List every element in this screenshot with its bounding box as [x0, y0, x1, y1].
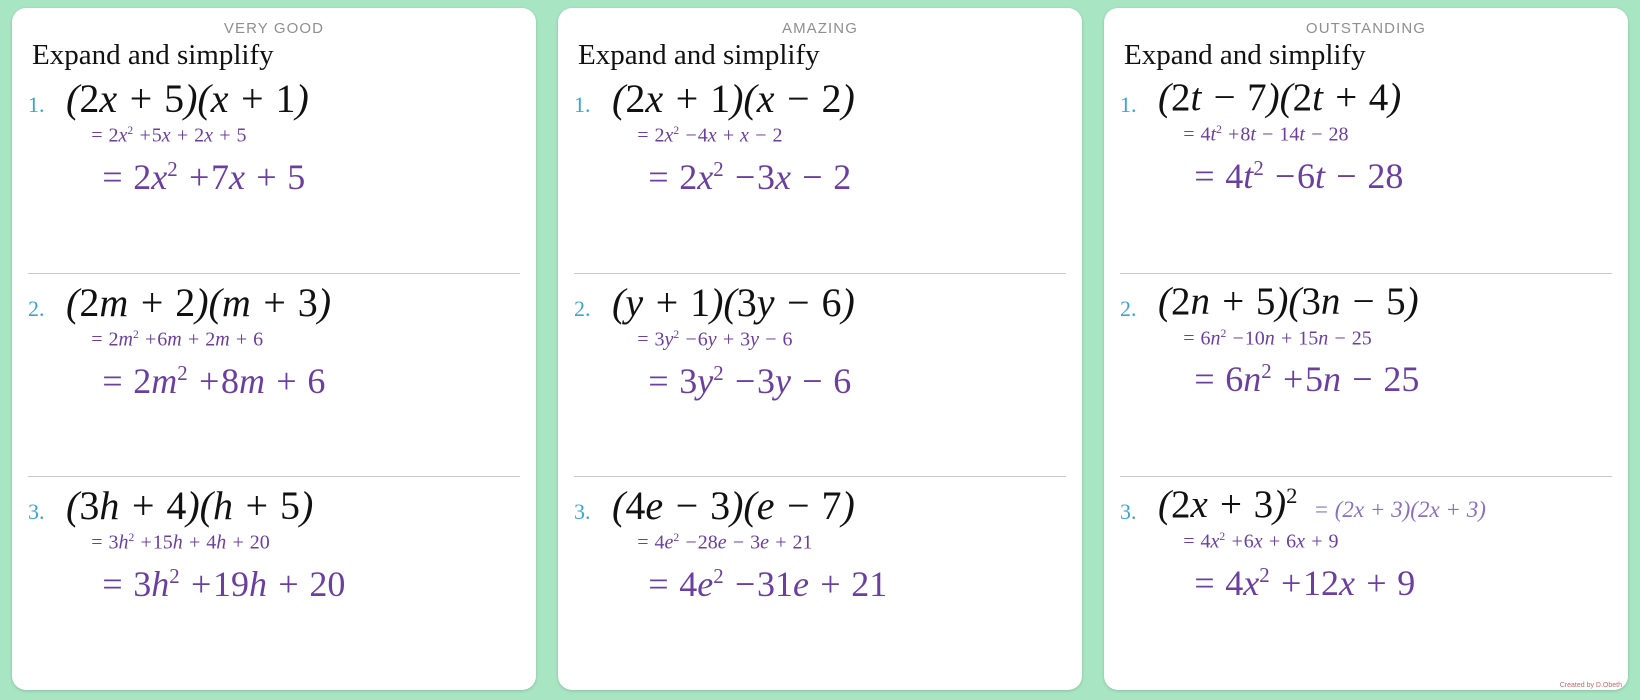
card-outstanding: [1104, 8, 1628, 690]
card-title: Expand and simplify: [32, 39, 274, 71]
card-title: Expand and simplify: [578, 39, 820, 71]
question-number: 3.: [574, 499, 591, 525]
question-number: 2.: [574, 295, 591, 321]
question-header: [28, 280, 520, 326]
question-item: [1120, 476, 1612, 680]
question-working: = $2m^2 +6m + 2m + 6$: [90, 327, 264, 351]
question-working: = $6n^2 -10n + 15n - 25$: [1182, 326, 1372, 350]
question-working: = $3h^2 +15h + 4h + 20$: [90, 531, 270, 555]
question-expression: (2t − 7)(2t + 4): [1158, 76, 1402, 120]
question-expression: $(2x + 3)^2$: [1158, 483, 1298, 527]
card-title: Expand and simplify: [1124, 39, 1366, 71]
question-working: = $4x^2 +6x + 6x + 9$: [1182, 530, 1339, 553]
question-item: [574, 70, 1066, 273]
question-number: 2.: [28, 295, 45, 321]
question-number: 2.: [1120, 295, 1137, 321]
question-list: [28, 70, 520, 680]
question-header: [28, 483, 520, 529]
card-badge: OUTSTANDING: [1305, 20, 1427, 37]
card-badge: VERY GOOD: [223, 20, 325, 37]
credit-text: Created by D.Obeth: [1559, 682, 1622, 689]
question-rewrite: = (2x + 3)(2x + 3): [1313, 497, 1486, 523]
question-answer: = $6n^2 +5n - 25$: [1192, 359, 1420, 400]
question-number: 3.: [1120, 499, 1137, 525]
card-very-good: [12, 8, 536, 690]
question-header: [1120, 483, 1612, 528]
question-header: [1120, 76, 1612, 121]
question-working: = $3y^2 -6y + 3y - 6$: [636, 327, 793, 351]
question-answer: = $4x^2 +12x + 9$: [1192, 562, 1416, 603]
question-answer: = $2m^2 +8m + 6$: [100, 360, 326, 401]
question-item: [1120, 70, 1612, 273]
question-item: [574, 476, 1066, 680]
question-header: [574, 76, 1066, 122]
card-amazing: [558, 8, 1082, 690]
question-answer: = $2x^2 +7x + 5$: [100, 157, 306, 198]
question-list: [574, 70, 1066, 680]
question-expression: (y + 1)(3y − 6): [612, 279, 855, 325]
question-working: = $4e^2 -28e - 3e + 21$: [636, 531, 813, 555]
question-working: = $4t^2 +8t - 14t - 28$: [1182, 123, 1349, 146]
question-header: [1120, 280, 1612, 325]
question-answer: = $4e^2 -31e + 21$: [646, 564, 888, 605]
question-number: 3.: [28, 499, 45, 525]
question-expression: (3h + 4)(h + 5): [66, 483, 314, 529]
question-item: [28, 476, 520, 680]
question-item: [1120, 273, 1612, 477]
question-item: [28, 70, 520, 273]
card-badge: AMAZING: [781, 20, 859, 37]
question-answer: = $3y^2 -3y - 6$: [646, 360, 852, 401]
question-list: [1120, 70, 1612, 680]
question-working: = $2x^2 -4x + x - 2$: [636, 124, 783, 148]
question-expression: (2x + 5)(x + 1): [66, 76, 309, 122]
question-header: [28, 76, 520, 122]
question-header: [574, 483, 1066, 529]
question-expression: (4e − 3)(e − 7): [612, 483, 855, 529]
question-number: 1.: [574, 92, 591, 118]
question-item: [28, 273, 520, 477]
question-working: = $2x^2 +5x + 2x + 5$: [90, 124, 247, 148]
question-number: 1.: [28, 92, 45, 118]
question-header: [574, 280, 1066, 326]
question-expression: (2x + 1)(x − 2): [612, 76, 855, 122]
question-answer: = $2x^2 -3x - 2$: [646, 157, 852, 198]
question-item: [574, 273, 1066, 477]
question-expression: (2m + 2)(m + 3): [66, 279, 332, 325]
question-number: 1.: [1120, 92, 1137, 118]
question-answer: = $4t^2 -6t - 28$: [1192, 155, 1404, 196]
question-answer: = $3h^2 +19h + 20$: [100, 564, 346, 605]
question-expression: (2n + 5)(3n − 5): [1158, 279, 1419, 323]
